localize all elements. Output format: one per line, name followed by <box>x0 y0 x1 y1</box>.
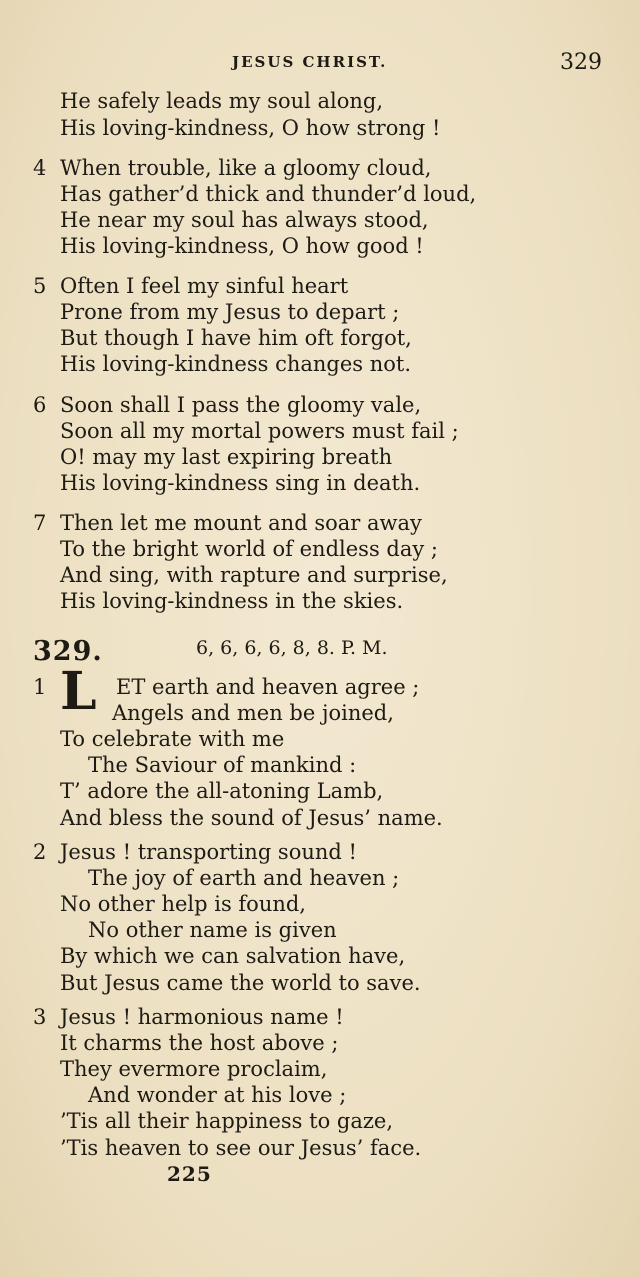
verse-line: And wonder at his love ; <box>88 1083 347 1107</box>
verse-line: And bless the sound of Jesus’ name. <box>60 806 443 830</box>
verse-number: 1 <box>33 675 47 699</box>
page-number: 329 <box>560 50 602 75</box>
verse-line: Jesus ! transporting sound ! <box>60 840 357 864</box>
verse-line: Jesus ! harmonious name ! <box>60 1005 344 1029</box>
verse-line: The Saviour of mankind : <box>88 753 357 777</box>
verse-number: 2 <box>33 840 47 864</box>
verse-line: His loving-kindness sing in death. <box>60 471 421 495</box>
verse-line: Soon all my mortal powers must fail ; <box>60 419 459 443</box>
verse-line: Then let me mount and soar away <box>60 511 422 535</box>
verse-number: 4 <box>33 156 47 180</box>
verse-line: He safely leads my soul along, <box>60 89 384 113</box>
verse-line: His loving-kindness changes not. <box>60 352 412 376</box>
hymn-meter: 6, 6, 6, 6, 8, 8. P. M. <box>196 637 388 659</box>
verse-line: ET earth and heaven agree ; <box>116 675 420 699</box>
verse-line: Angels and men be joined, <box>112 701 394 725</box>
verse-line: His loving-kindness, O how strong ! <box>60 116 441 140</box>
verse-line: But Jesus came the world to save. <box>60 971 421 995</box>
verse-line: Often I feel my sinful heart <box>60 274 349 298</box>
verse-line: Has gather’d thick and thunder’d loud, <box>60 182 477 206</box>
verse-line: By which we can salvation have, <box>60 944 406 968</box>
verse-number: 5 <box>33 274 47 298</box>
verse-line: Soon shall I pass the gloomy vale, <box>60 393 422 417</box>
verse-line: His loving-kindness in the skies. <box>60 589 404 613</box>
verse-number: 6 <box>33 393 47 417</box>
running-title: JESUS CHRIST. <box>232 53 388 71</box>
verse-line: It charms the host above ; <box>60 1031 339 1055</box>
verse-line: His loving-kindness, O how good ! <box>60 234 424 258</box>
hymn-number: 329. <box>33 636 103 667</box>
verse-line: He near my soul has always stood, <box>60 208 429 232</box>
verse-number: 7 <box>33 511 47 535</box>
verse-line: And sing, with rapture and surprise, <box>60 563 448 587</box>
verse-line: When trouble, like a gloomy cloud, <box>60 156 432 180</box>
verse-line: ’Tis all their happiness to gaze, <box>60 1109 394 1133</box>
running-head <box>0 50 640 74</box>
verse-line: But though I have him oft forgot, <box>60 326 412 350</box>
verse-line: Prone from my Jesus to depart ; <box>60 300 400 324</box>
signature-mark: 225 <box>167 1162 212 1186</box>
verse-line: The joy of earth and heaven ; <box>88 866 400 890</box>
verse-line: No other help is found, <box>60 892 306 916</box>
verse-line: To celebrate with me <box>60 727 285 751</box>
drop-cap: L <box>60 661 97 722</box>
verse-line: T’ adore the all-atoning Lamb, <box>60 779 384 803</box>
verse-line: ’Tis heaven to see our Jesus’ face. <box>60 1136 422 1160</box>
verse-line: They evermore proclaim, <box>60 1057 328 1081</box>
verse-line: To the bright world of endless day ; <box>60 537 438 561</box>
verse-line: No other name is given <box>88 918 337 942</box>
verse-number: 3 <box>33 1005 47 1029</box>
verse-line: O! may my last expiring breath <box>60 445 393 469</box>
